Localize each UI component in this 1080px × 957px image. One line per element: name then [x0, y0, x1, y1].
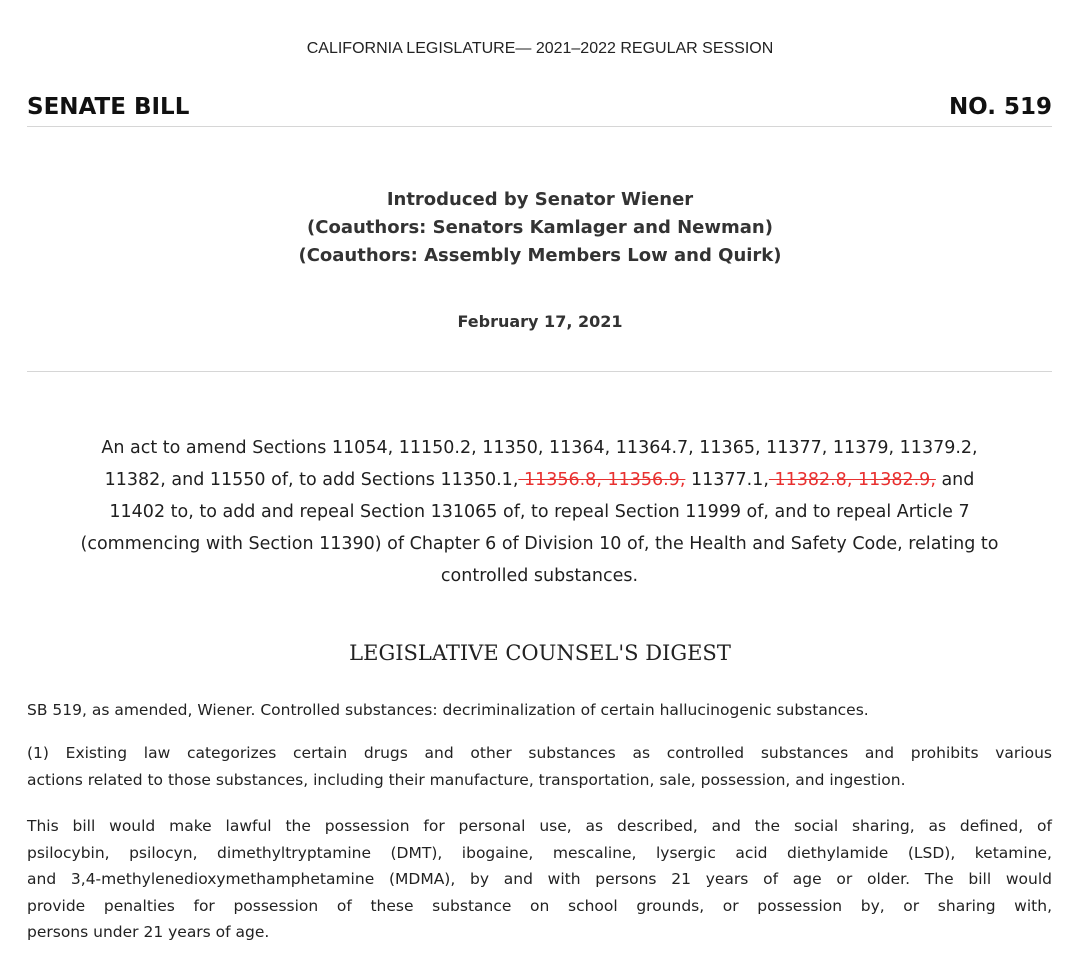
- introduction-block: [0, 186, 1080, 270]
- introduction-date: February 17, 2021: [457, 312, 623, 331]
- act-line: [27, 464, 1052, 496]
- act-line: 11402 to, to add and repeal Section 131065 of, to repeal Section 11999 of, and to repeal Article 7: [109, 502, 970, 522]
- act-line: controlled substances.: [440, 566, 639, 586]
- coauthors-assembly: (Coauthors: Assembly Members Low and Quirk): [298, 245, 782, 266]
- act-text: 11377.1,: [685, 470, 769, 490]
- digest-title: LEGISLATIVE COUNSEL'S DIGEST: [349, 641, 731, 665]
- bill-header: [27, 94, 1052, 127]
- coauthors-senate: (Coauthors: Senators Kamlager and Newman): [307, 217, 773, 238]
- paragraph-line: provide penalties for possession of these substance on school grounds, or possession by, or sharing with,: [27, 896, 1052, 915]
- paragraph-line: actions related to those substances, including their manufacture, transportation, sale, possession, and ingestion.: [27, 770, 906, 789]
- introduced-by: Introduced by Senator Wiener: [386, 189, 694, 210]
- struck-sections: 11382.8, 11382.9,: [768, 470, 936, 490]
- bill-number: NO. 519: [948, 94, 1052, 120]
- section-divider: [27, 371, 1052, 372]
- act-line: (commencing with Section 11390) of Chapter 6 of Division 10 of, the Health and Safety Code, relating to: [80, 534, 999, 554]
- digest-summary: [27, 697, 1052, 724]
- act-text: 11382, and 11550 of, to add Sections 11350.1,: [104, 470, 519, 490]
- summary-line: SB 519, as amended, Wiener. Controlled substances: decriminalization of certain hallucinogenic substances.: [27, 701, 869, 719]
- act-title: [27, 432, 1052, 592]
- act-line: An act to amend Sections 11054, 11150.2, 11350, 11364, 11364.7, 11365, 11377, 11379, 11379.2,: [101, 438, 978, 458]
- digest-paragraph-1: [27, 740, 1052, 793]
- session-heading: CALIFORNIA LEGISLATURE— 2021–2022 REGULAR SESSION: [306, 40, 774, 57]
- struck-sections: 11356.8, 11356.9,: [518, 470, 686, 490]
- paragraph-line: This bill would make lawful the possession for personal use, as described, and the social sharing, as defined, of: [27, 817, 1052, 835]
- paragraph-line: psilocybin, psilocyn, dimethyltryptamine (DMT), ibogaine, mescaline, lysergic acid diethylamide (LSD), ketamine,: [27, 843, 1052, 862]
- bill-type: SENATE BILL: [27, 94, 190, 120]
- paragraph-line: and 3,4-methylenedioxymethamphetamine (MDMA), by and with persons 21 years of age or older. The bill would: [27, 870, 1052, 888]
- digest-paragraph-2: [27, 813, 1052, 946]
- act-text: and: [935, 470, 975, 490]
- paragraph-line: (1) Existing law categorizes certain drugs and other substances as controlled substances and prohibits various: [27, 744, 1052, 762]
- paragraph-line: persons under 21 years of age.: [27, 923, 270, 941]
